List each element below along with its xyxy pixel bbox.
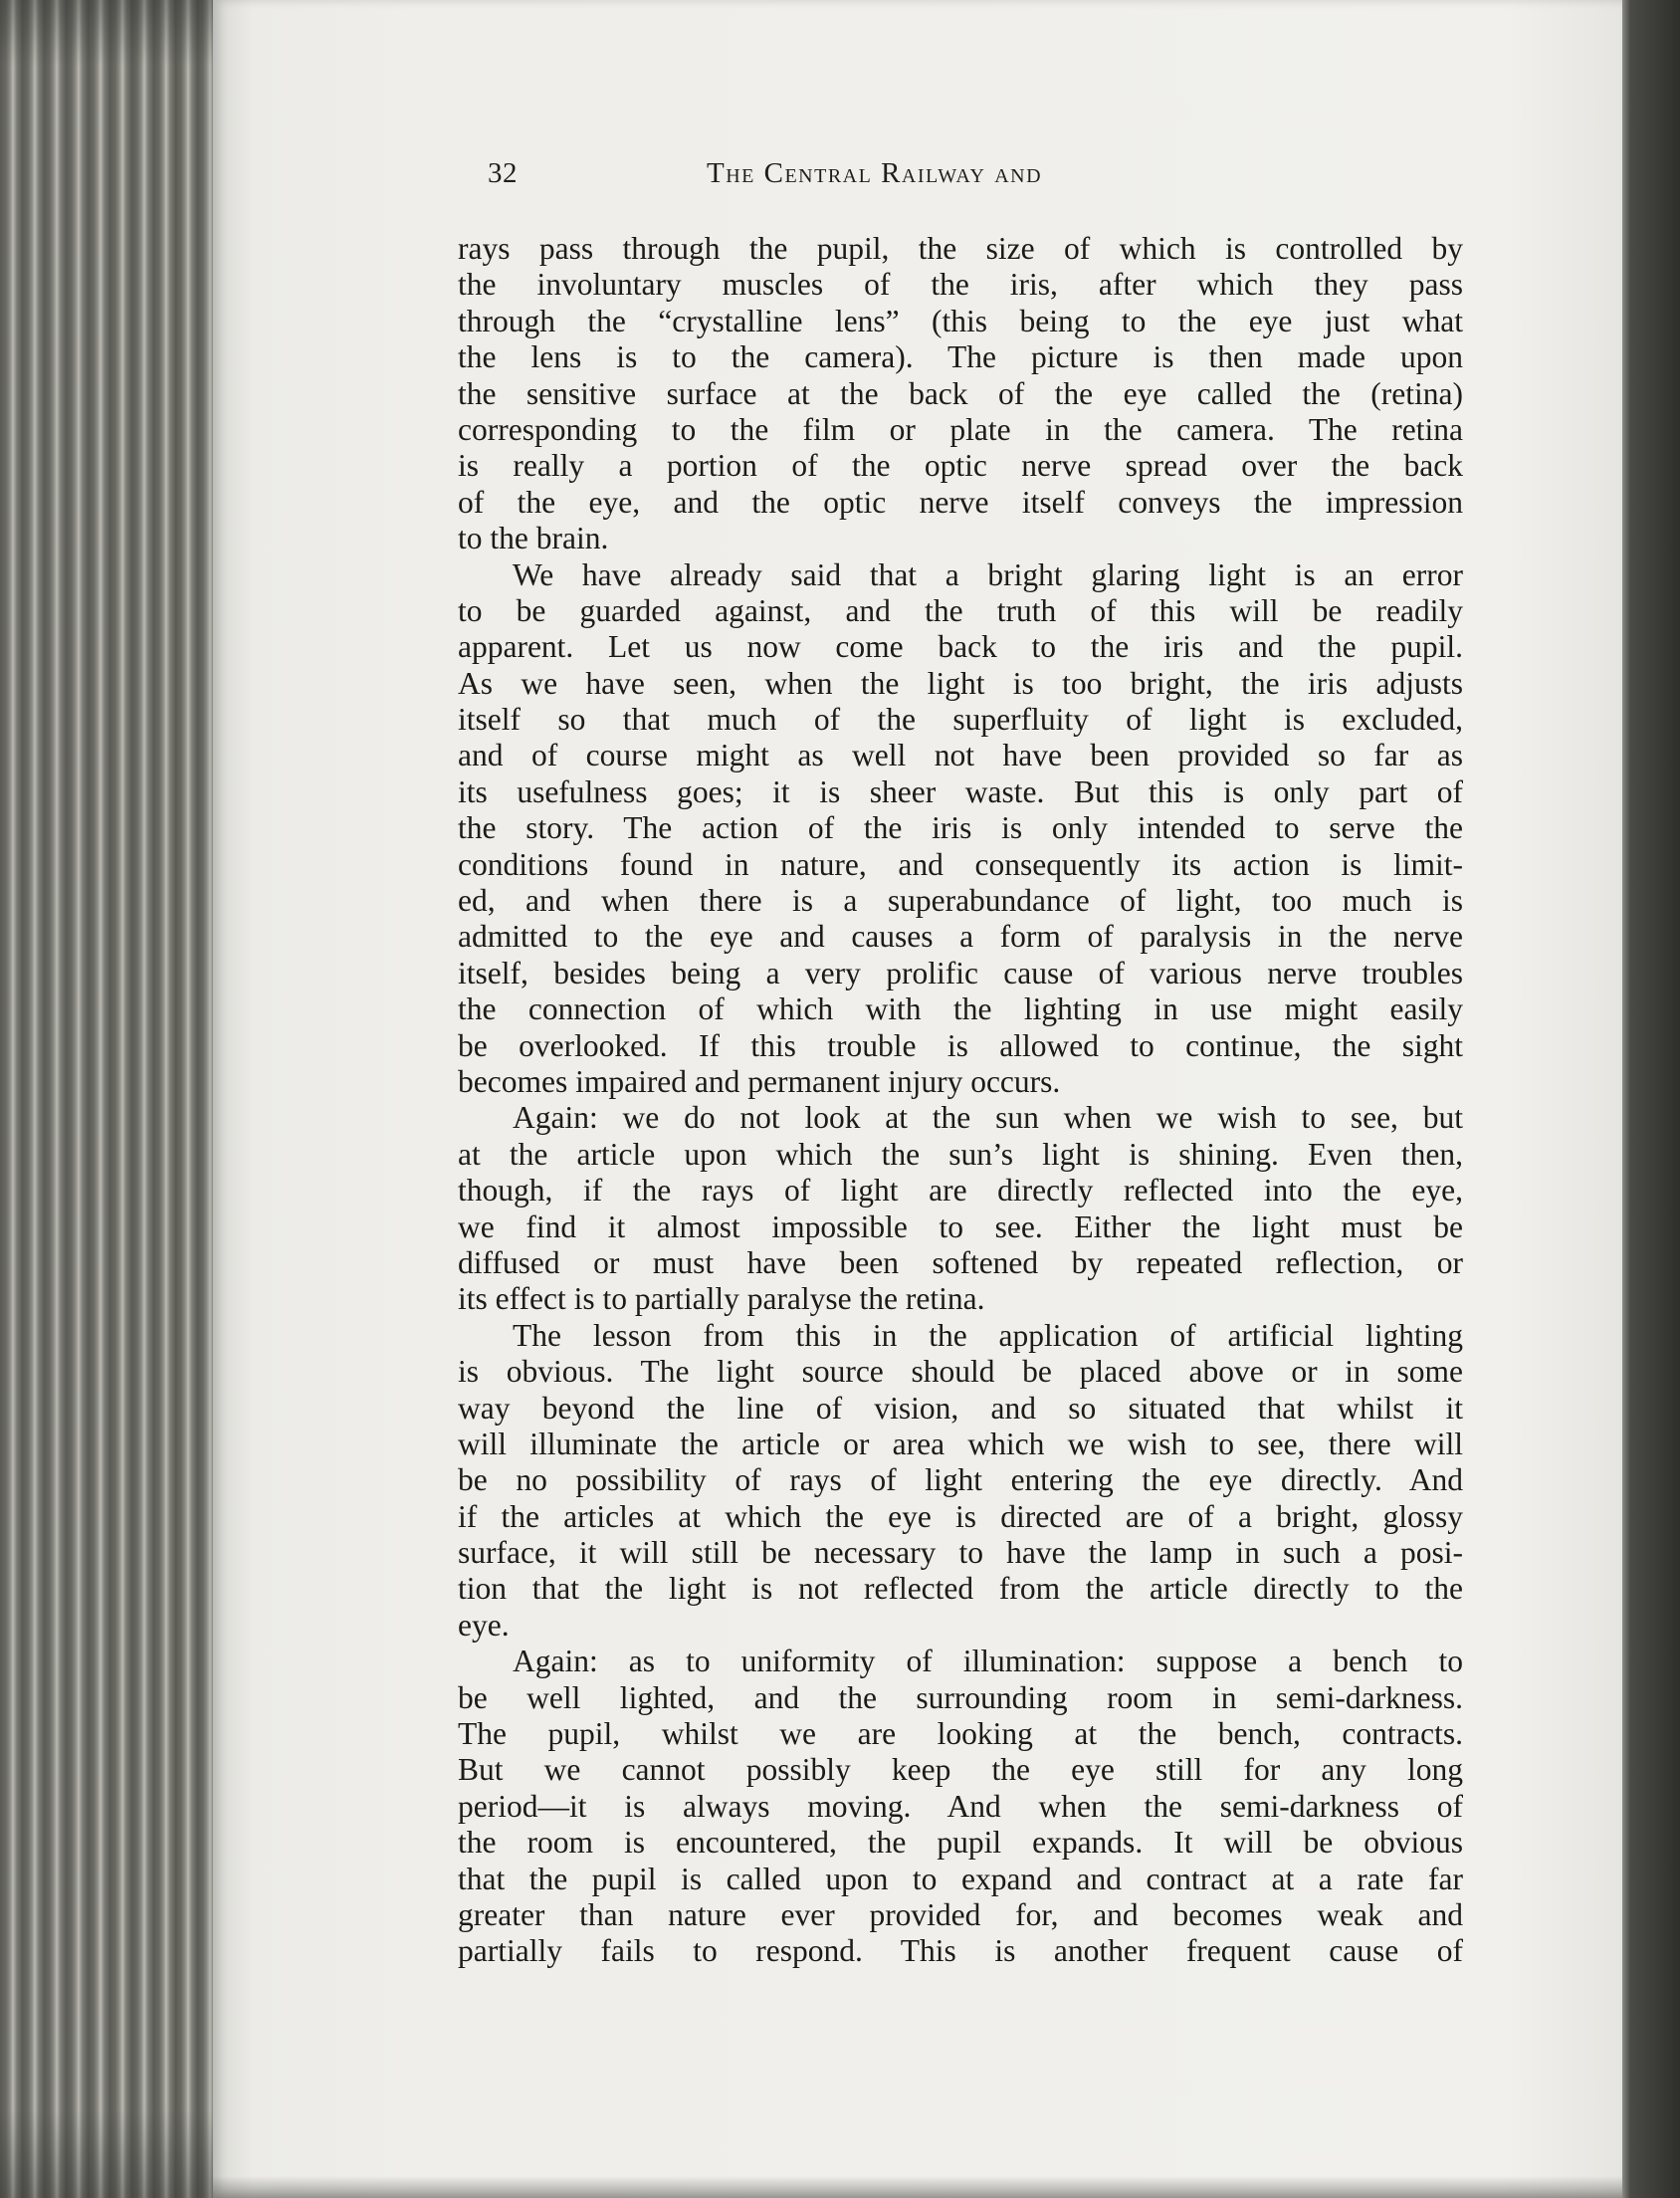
paragraph bbox=[458, 557, 1463, 1101]
text-line: itself so that much of the superfluity of light is excluded, bbox=[458, 702, 1463, 738]
text-line: eye. bbox=[458, 1607, 510, 1643]
text-line: way beyond the line of vision, and so situated that whilst it bbox=[458, 1390, 1463, 1426]
text-line: be overlooked. If this trouble is allowed to continue, the sight bbox=[458, 1027, 1463, 1063]
text-line: greater than nature ever provided for, and becomes weak and bbox=[458, 1896, 1463, 1932]
text-line: corresponding to the film or plate in the camera. The retina bbox=[458, 411, 1463, 447]
text-line: to the brain. bbox=[458, 521, 609, 556]
text-line: The lesson from this in the application of artificial lighting bbox=[513, 1317, 1463, 1353]
text-line: its effect is to partially paralyse the retina. bbox=[458, 1281, 985, 1317]
text-line: the lens is to the camera). The picture is then made upon bbox=[458, 339, 1463, 375]
text-line: partially fails to respond. This is another frequent cause of bbox=[458, 1933, 1463, 1969]
text-line: the connection of which with the lighting in use might easily bbox=[458, 991, 1463, 1027]
text-line: ed, and when there is a superabundance of light, too much is bbox=[458, 883, 1463, 919]
text-line: though, if the rays of light are directly reflected into the eye, bbox=[458, 1173, 1463, 1209]
page-edges-shading bbox=[0, 0, 239, 2198]
text-line: We have already said that a bright glaring light is an error bbox=[513, 556, 1463, 592]
text-line: its usefulness goes; it is sheer waste. But this is only part of bbox=[458, 773, 1463, 809]
page-header bbox=[488, 157, 1473, 197]
text-line: tion that the light is not reflected from the article directly to the bbox=[458, 1571, 1463, 1607]
text-line: that the pupil is called upon to expand and contract at a rate far bbox=[458, 1861, 1463, 1896]
text-line: As we have seen, when the light is too bright, the iris adjusts bbox=[458, 665, 1463, 701]
paragraph bbox=[458, 231, 1463, 557]
text-line: becomes impaired and permanent injury occurs. bbox=[458, 1063, 1061, 1099]
text-line: Again: as to uniformity of illumination: suppose a bench to bbox=[513, 1644, 1463, 1679]
text-line: is obvious. The light source should be placed above or in some bbox=[458, 1354, 1463, 1390]
text-line: to be guarded against, and the truth of this will be readily bbox=[458, 592, 1463, 628]
body-text bbox=[458, 231, 1463, 1970]
text-line: admitted to the eye and causes a form of paralysis in the nerve bbox=[458, 919, 1463, 955]
paragraph bbox=[458, 1100, 1463, 1317]
text-line: through the “crystalline lens” (this being to the eye just what bbox=[458, 303, 1463, 338]
text-line: and of course might as well not have been provided so far as bbox=[458, 738, 1463, 773]
text-line: Again: we do not look at the sun when we wish to see, but bbox=[513, 1100, 1463, 1136]
text-line: The pupil, whilst we are looking at the bench, contracts. bbox=[458, 1716, 1463, 1752]
paragraph bbox=[458, 1318, 1463, 1645]
text-line: itself, besides being a very prolific cause of various nerve troubles bbox=[458, 955, 1463, 990]
text-line: apparent. Let us now come back to the iris and the pupil. bbox=[458, 629, 1463, 665]
paragraph bbox=[458, 1644, 1463, 1970]
text-line: is really a portion of the optic nerve spread over the back bbox=[458, 448, 1463, 484]
text-line: will illuminate the article or area which we wish to see, there will bbox=[458, 1426, 1463, 1461]
text-line: be no possibility of rays of light entering the eye directly. And bbox=[458, 1462, 1463, 1498]
text-line: the sensitive surface at the back of the eye called the (retina) bbox=[458, 375, 1463, 411]
text-line: rays pass through the pupil, the size of which is controlled by bbox=[458, 231, 1463, 266]
text-line: the room is encountered, the pupil expands. It will be obvious bbox=[458, 1825, 1463, 1861]
text-line: we find it almost impossible to see. Either the light must be bbox=[458, 1209, 1463, 1244]
text-line: the involuntary muscles of the iris, after which they pass bbox=[458, 267, 1463, 303]
text-line: of the eye, and the optic nerve itself conveys the impression bbox=[458, 484, 1463, 520]
right-dark-margin bbox=[1622, 0, 1680, 2198]
text-line: diffused or must have been softened by repeated reflection, or bbox=[458, 1244, 1463, 1280]
running-head: The Central Railway and bbox=[707, 157, 1043, 189]
text-line: surface, it will still be necessary to have the lamp in such a posi- bbox=[458, 1535, 1463, 1571]
text-line: period—it is always moving. And when the semi-darkness of bbox=[458, 1788, 1463, 1824]
text-line: if the articles at which the eye is directed are of a bright, glossy bbox=[458, 1498, 1463, 1534]
text-line: be well lighted, and the surrounding room in semi-darkness. bbox=[458, 1679, 1463, 1715]
text-line: conditions found in nature, and consequently its action is limit- bbox=[458, 846, 1463, 882]
page-number: 32 bbox=[488, 157, 518, 189]
text-line: the story. The action of the iris is only intended to serve the bbox=[458, 810, 1463, 846]
text-line: at the article upon which the sun’s light is shining. Even then, bbox=[458, 1136, 1463, 1172]
page-bottom-shadow bbox=[213, 2176, 1622, 2198]
text-line: But we cannot possibly keep the eye still for any long bbox=[458, 1752, 1463, 1788]
